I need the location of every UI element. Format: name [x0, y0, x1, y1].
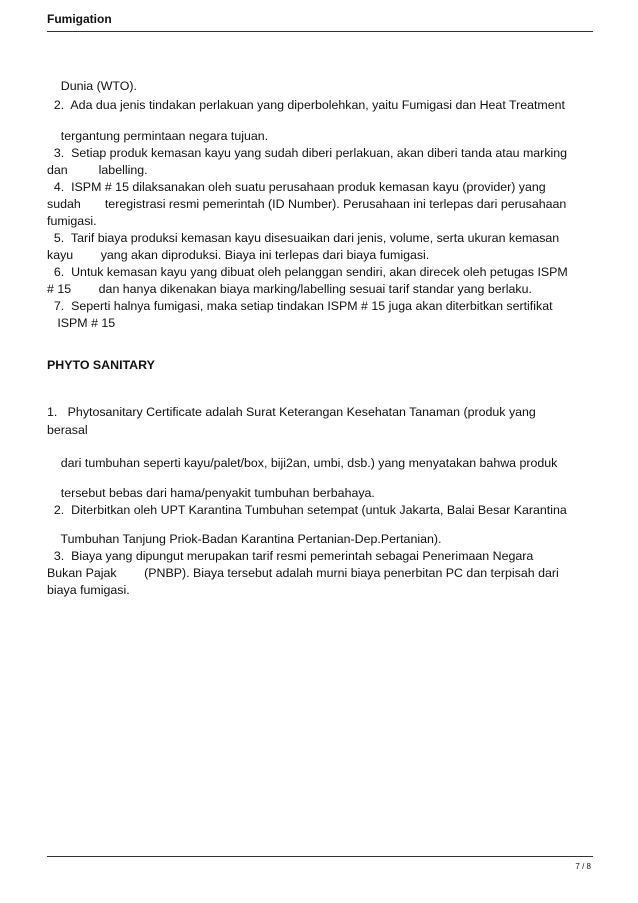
text-line: 3. Biaya yang dipungut merupakan tarif resmi pemerintah sebagai Penerimaan Negara: [47, 549, 534, 563]
text-line: kayu yang akan diproduksi. Biaya ini terlepas dari biaya fumigasi.: [47, 248, 430, 262]
text-line: dan labelling.: [47, 163, 148, 177]
text-line: 2. Ada dua jenis tindakan perlakuan yang diperbolehkan, yaitu Fumigasi dan Heat Treatment: [47, 98, 565, 112]
text-line: biaya fumigasi.: [47, 583, 130, 597]
text-line: sudah teregistrasi resmi pemerintah (ID Number). Perusahaan ini terlepas dari perusahaan: [47, 197, 567, 211]
text-line: Bukan Pajak (PNBP). Biaya tersebut adalah murni biaya penerbitan PC dan terpisah dari: [47, 566, 559, 580]
page-header-title: Fumigation: [47, 12, 112, 26]
text-line: tersebut bebas dari hama/penyakit tumbuhan berbahaya.: [47, 486, 375, 500]
text-line: 3. Setiap produk kemasan kayu yang sudah diberi perlakuan, akan diberi tanda atau marking: [47, 146, 568, 160]
page-number: 7 / 8: [575, 862, 591, 871]
text-line: # 15 dan hanya dikenakan biaya marking/labelling sesuai tarif standar yang berlaku.: [47, 282, 532, 296]
text-line: 5. Tarif biaya produksi kemasan kayu disesuaikan dari jenis, volume, serta ukuran kemasan: [47, 231, 560, 245]
footer-divider: [47, 856, 593, 857]
text-line: ISPM # 15: [47, 316, 116, 330]
text-line: fumigasi.: [47, 214, 97, 228]
text-line: 1. Phytosanitary Certificate adalah Surat Keterangan Kesehatan Tanaman (produk yang: [47, 405, 536, 419]
text-line: 6. Untuk kemasan kayu yang dibuat oleh pelanggan sendiri, akan direcek oleh petugas ISPM: [47, 265, 568, 279]
text-line: dari tumbuhan seperti kayu/palet/box, biji2an, umbi, dsb.) yang menyatakan bahwa produk: [47, 456, 558, 470]
text-line: 7. Seperti halnya fumigasi, maka setiap tindakan ISPM # 15 juga akan diterbitkan sertifikat: [47, 299, 553, 313]
text-line: Dunia (WTO).: [47, 79, 137, 93]
text-line: tergantung permintaan negara tujuan.: [47, 129, 269, 143]
section-heading: PHYTO SANITARY: [47, 358, 155, 372]
text-line: berasal: [47, 423, 88, 437]
text-line: 2. Diterbitkan oleh UPT Karantina Tumbuhan setempat (untuk Jakarta, Balai Besar Karantina: [47, 503, 567, 517]
header-divider: [47, 31, 593, 32]
text-line: 4. ISPM # 15 dilaksanakan oleh suatu perusahaan produk kemasan kayu (provider) yang: [47, 180, 546, 194]
text-line: Tumbuhan Tanjung Priok-Badan Karantina Pertanian-Dep.Pertanian).: [47, 532, 442, 546]
